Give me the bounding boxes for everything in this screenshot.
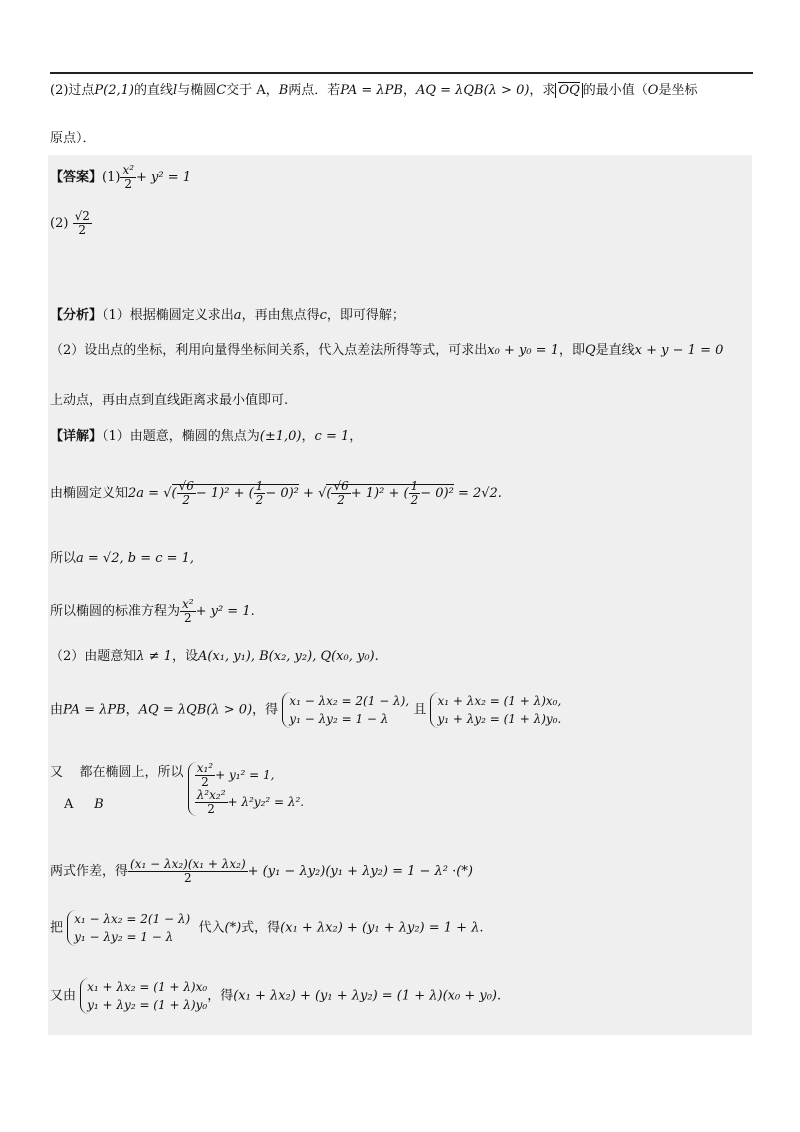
question-line-2: 原点）． [50,131,96,146]
analysis-line-2: （2）设出点的坐标，利用向量得坐标间关系，代入点差法所得等式，可求出x₀ + y₀ = 1，即Q是直线x + y − 1 = 0 [50,343,724,358]
detail-line-5: （2）由题意知λ ≠ 1，设A(x₁, y₁), B(x₂, y₂), Q(x₀, y₀). [50,649,379,664]
question-line-1: (2)过点P(2,1)的直线l与椭圆C交于 A，B两点．若PA = λPB，AQ = λQB(λ > 0)，求 OQ 的最小值（O是坐标 [50,83,698,98]
analysis-line-1: 【分析】（1）根据椭圆定义求出a，再由焦点得c，即可得解； [50,308,405,323]
solution-background [48,155,752,1035]
detail-line-1: 【详解】（1）由题意，椭圆的焦点为(±1,0)，c = 1， [50,429,363,444]
answer-line-2: (2) $\frac{√2}{2}$ [50,209,90,237]
detail-line-7: 又 都在椭圆上，所以 A B $\frac{\text{x₁²}}{2}$ + y₁² = 1, $\frac{\text{λ²x₂²}}{2}$ + λ²y₂² = λ². [50,761,305,816]
detail-line-9: 把 x₁ − λx₂ = 2(1 − λ) y₁ − λy₂ = 1 − λ 代入(*)式，得(x₁ + λx₂) + (y₁ + λy₂) = 1 + λ. [50,912,484,944]
detail-line-4: 所以椭圆的标准方程为 $\frac{\text{x²}}{2}$ + y² = 1. [50,597,255,625]
analysis-line-3: 上动点，再由点到直线距离求最小值即可. [50,393,289,408]
detail-line-8: 两式作差，得 $\frac{\text{(x₁ − λx₂)(x₁ + λx₂)}}{2}$ + (y₁ − λy₂)(y₁ + λy₂) = 1 − λ² ·(*) [50,857,473,885]
answer-line-1: 【答案】(1) $\frac{\text{x²}}{2}$ + y² = 1 [50,163,192,191]
detail-line-3: 所以a = √2, b = c = 1, [50,551,195,566]
detail-line-6: 由PA = λPB，AQ = λQB(λ > 0)，得 x₁ − λx₂ = 2(1 − λ), y₁ − λy₂ = 1 − λ 且 x₁ + λx₂ = (1 + λ)x₀, y₁ + λy₂ = (1 + λ)y₀. [50,694,562,726]
detail-line-2: 由椭圆定义知2a = √( $\frac{√6}{2}$ − 1)² + ( $\frac{1}{2}$ − 0)² + √( $\frac{√6}{2}$ + 1)² + ( $\frac{1}{2}$ − 0)² = 2√2. [50,479,502,507]
top-rule [50,72,753,74]
detail-line-10: 又由 x₁ + λx₂ = (1 + λ)x₀ y₁ + λy₂ = (1 + λ)y₀ ，得(x₁ + λx₂) + (y₁ + λy₂) = (1 + λ)(x₀ + y₀). [50,980,502,1012]
